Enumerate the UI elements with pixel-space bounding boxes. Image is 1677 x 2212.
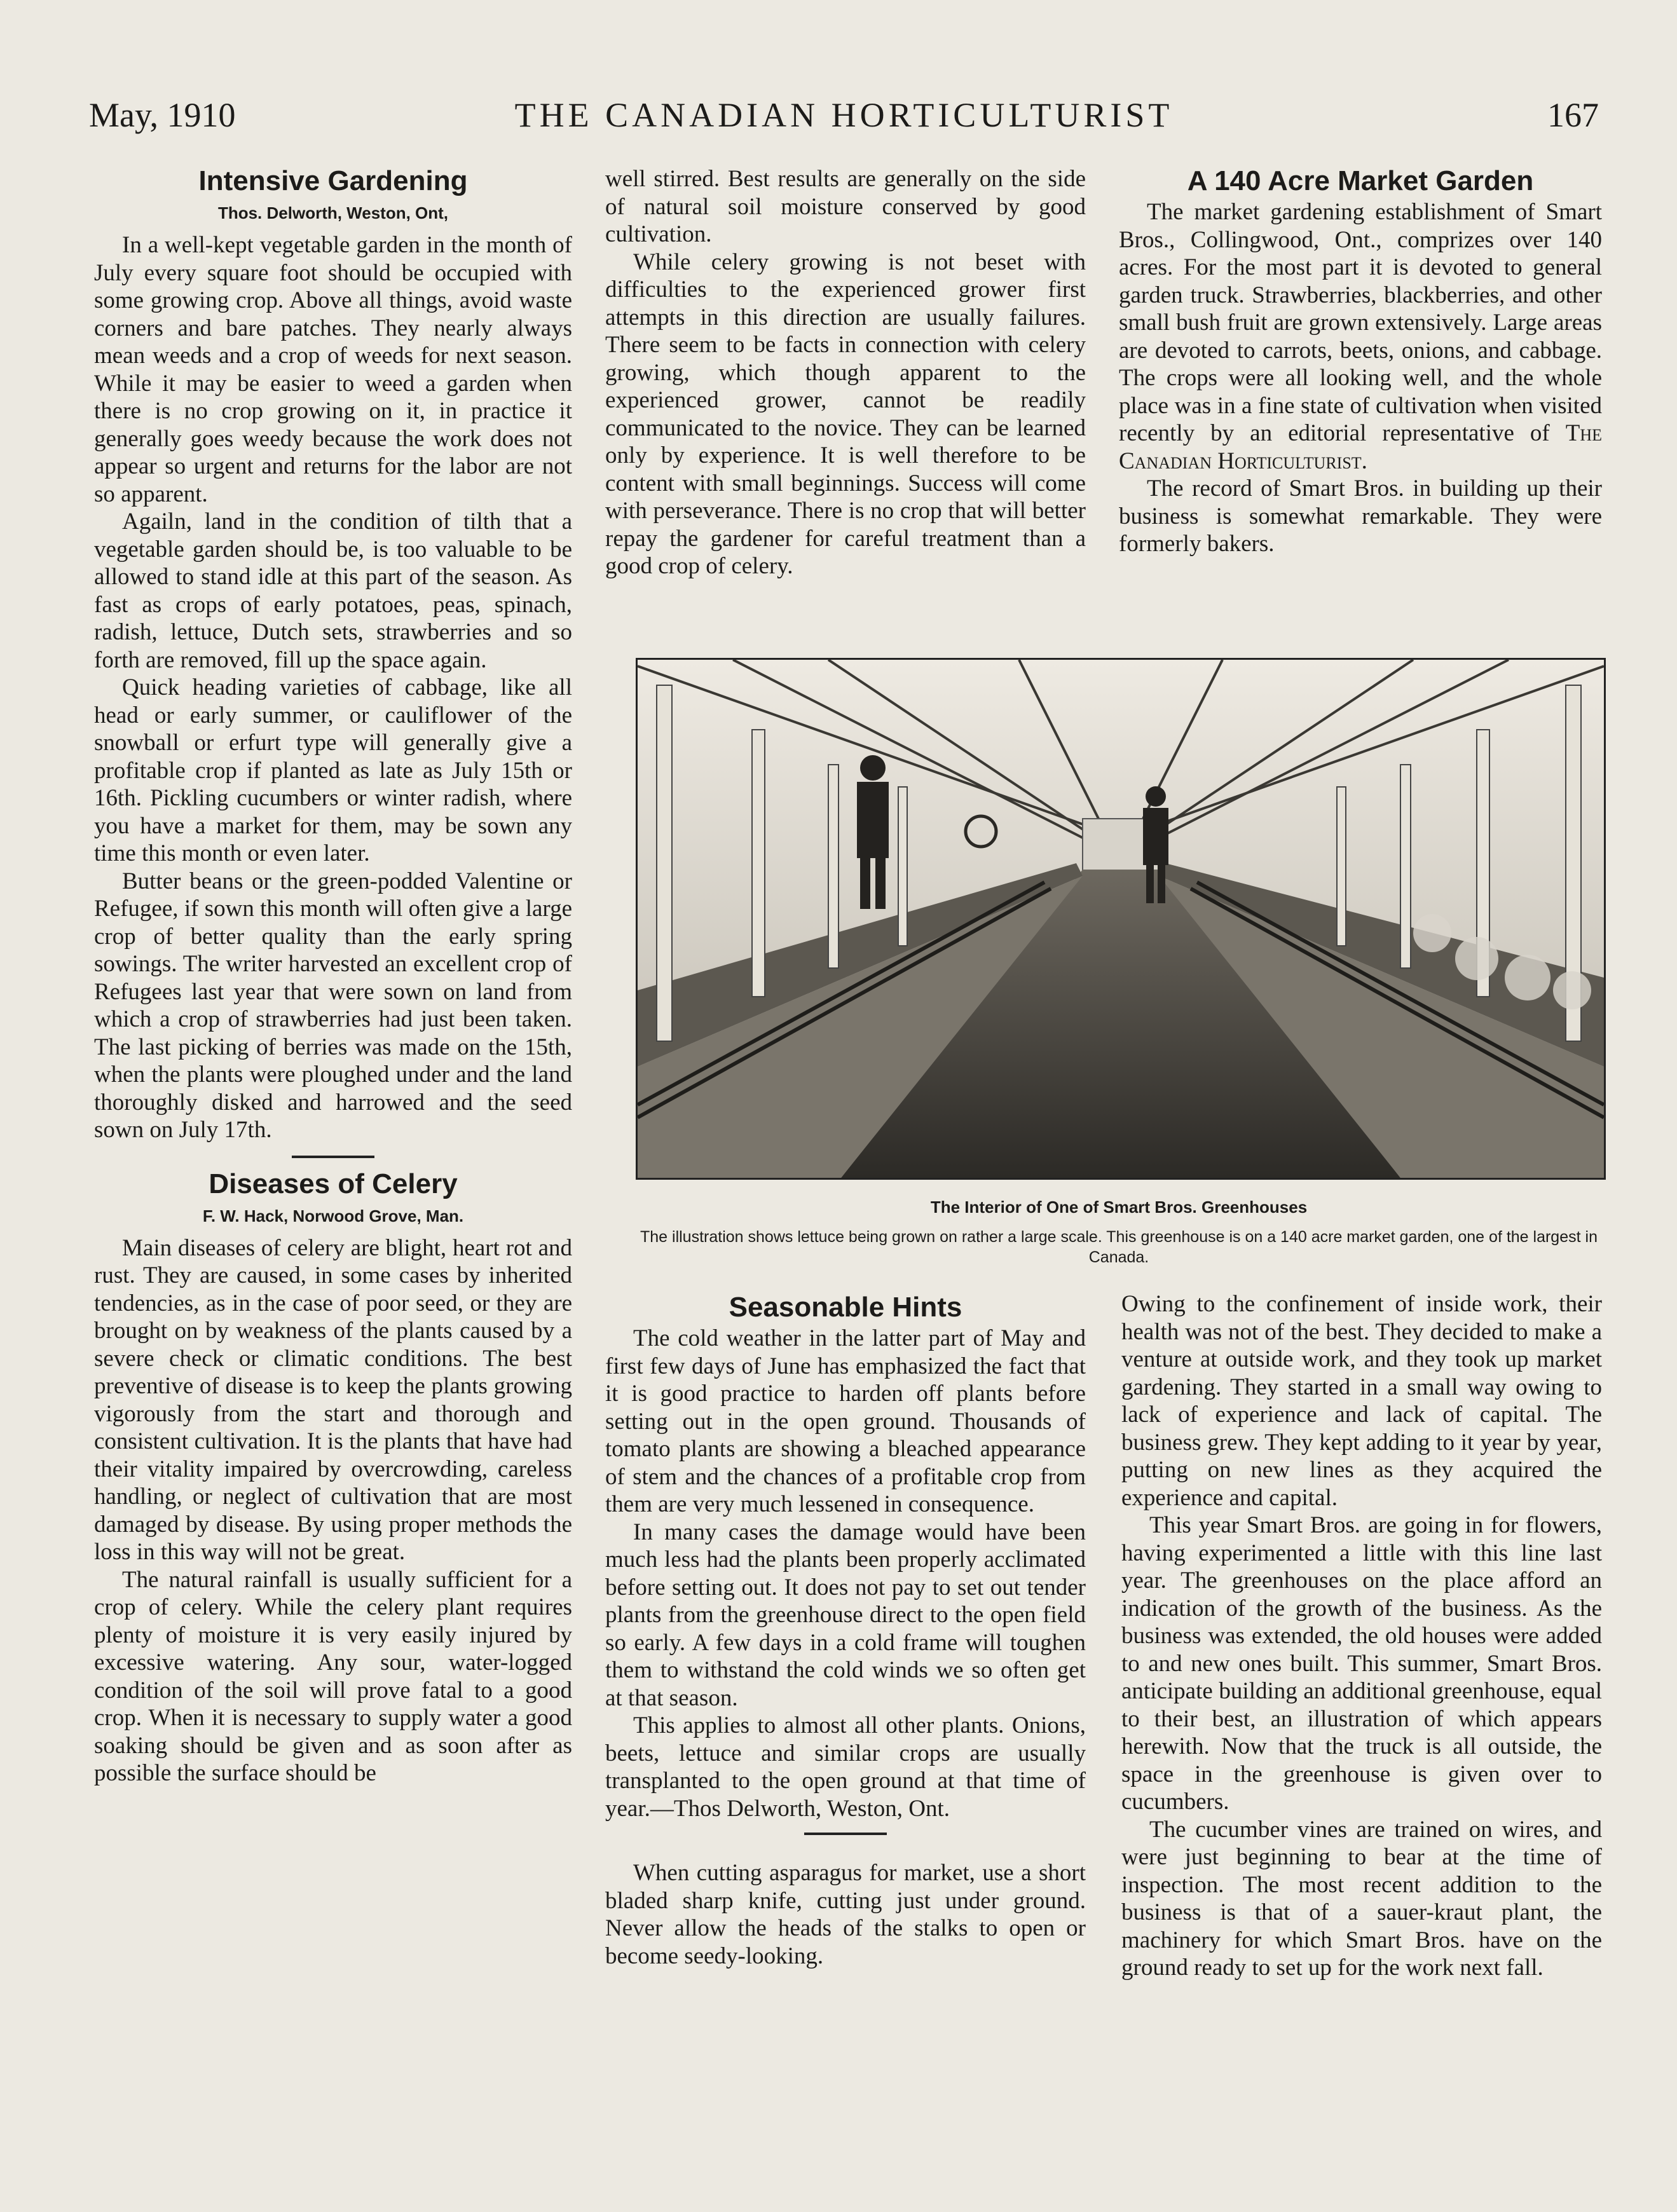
journal-title: THE CANADIAN HORTICULTURIST	[514, 96, 1174, 134]
paragraph: The cold weather in the latter part of May and first few days of June has emphasized the fact that it is good practice to harden off plants before setting out in the open ground. Thousands of tomato plants are showing a bleached appearance of stem and the chances of a profitable crop from them are very much lessened in consequence.	[605, 1325, 1086, 1517]
column-left	[94, 164, 572, 1787]
issue-date: May, 1910	[89, 96, 236, 134]
greenhouse-photo	[636, 658, 1606, 1180]
paragraph-text: The market gardening establishment of Smart Bros., Collingwood, Ont., comprizes over 140 acres. For the most part it is devoted to general garden truck. Strawberries, blackberries, and other small bush fruit are grown extensively. Large areas are devoted to carrots, beets, onions, and cabbage. The crops were all looking well, and the whole place was in a fine state of cultivation when visited recently by an editorial representative of	[1119, 199, 1602, 446]
article-title-diseases-of-celery: Diseases of Celery	[209, 1168, 458, 1199]
paragraph: In many cases the damage would have been much less had the plants been properly acclimated before setting out. It does not pay to set out tender plants from the greenhouse direct to the open field so early. A few days in a cold frame will toughen them to withstand the cold winds we so often get at that season.	[605, 1519, 1086, 1711]
paragraph: The record of Smart Bros. in building up their business is somewhat remarkable. They were formerly bakers.	[1119, 475, 1602, 557]
paragraph: Quick heading varieties of cabbage, like all head or early summer, or cauliflower of the snowball or erfurt type will generally give a profitable crop if planted as late as July 15th or 16th. Pickling cucumbers or winter radish, where you have a market for them, may be sown any time this month or even later.	[94, 674, 572, 866]
paragraph: The cucumber vines are trained on wires, and were just beginning to bear at the time of inspection. The most recent addition to the business is that of a sauer-kraut plant, the machinery for which Smart Bros. have on the ground ready to set up for the work next fall.	[1121, 1816, 1602, 1981]
running-head	[89, 95, 1599, 146]
page-number: 167	[1547, 96, 1599, 134]
byline-delworth: Thos. Delworth, Weston, Ont,	[217, 203, 449, 222]
magazine-name: The Canadian Horticulturist.	[1119, 420, 1603, 474]
column-right-top	[1119, 164, 1602, 558]
column-middle-top	[605, 165, 1086, 580]
paragraph: This year Smart Bros. are going in for flowers, having experimented a little with this line last year. The greenhouses on the place afford an indication of the growth of the business. As the business was extended, the old houses were added to and new ones built. This summer, Smart Bros. anticipate building an additional greenhouse, equal to their best, an illustration of which appears herewith. Now that the truck is all outside, the space in the greenhouse is given over to cucumbers.	[1121, 1512, 1602, 1815]
article-title-market-garden: A 140 Acre Market Garden	[1187, 165, 1534, 196]
paragraph: well stirred. Best results are generally on the side of natural soil moisture conserved by good cultivation.	[605, 166, 1086, 247]
byline-hack: F. W. Hack, Norwood Grove, Man.	[202, 1206, 464, 1225]
article-title-seasonable-hints: Seasonable Hints	[729, 1292, 962, 1323]
paragraph: Butter beans or the green-podded Valentine or Refugee, if sown this month will often give a large crop of better quality than the early spring sowings. The writer harvested an excellent crop of Refugees last year that were sown on land from which a crop of strawberries had just been taken. The last picking of berries was made on the 15th, when the plants were ploughed under and the land thoroughly disked and harrowed and the seed sown on July 17th.	[94, 868, 572, 1143]
paragraph: The natural rainfall is usually sufficient for a crop of celery. While the celery plant requires plenty of moisture it is very easily injured by excessive watering. Any sour, water-logged condition of the soil will prove fatal to a good crop. When it is necessary to supply water a good soaking should be given and as soon after as possible the surface should be	[94, 1566, 572, 1786]
figure-caption: The illustration shows lettuce being grown on rather a large scale. This greenhouse is on a 140 acre market garden, one of the largest in Canada.	[640, 1228, 1598, 1266]
greenhouse-illustration	[638, 660, 1604, 1178]
paragraph: Owing to the confinement of inside work, their health was not of the best. They decided to make a venture at outside work, and they took up market gardening. They started in a small way owing to lack of experience and lack of capital. The business grew. They kept adding to it year by year, putting on new lines as they acquired the experience and capital.	[1121, 1291, 1602, 1511]
paragraph	[1119, 198, 1602, 475]
column-right-bottom	[1121, 1290, 1602, 1982]
column-middle-bottom	[605, 1290, 1086, 1970]
paragraph: While celery growing is not beset with difficulties to the experienced grower first attempts in this direction are usually failures. There seem to be facts in connection with celery growing, which though apparent to the experienced grower, cannot be readily communicated to the novice. They can be learned only by experience. It is well therefore to be content with small beginnings. Success will come with perseverance. There is no crop that will better repay the gardener for careful treatment than a good crop of celery.	[605, 249, 1086, 579]
paragraph: Main diseases of celery are blight, heart rot and rust. They are caused, in some cases by inherited tendencies, as in the case of poor seed, or they are brought on by weakness of the plants caused by a severe check or climatic conditions. The best preventive of disease is to keep the plants growing vigorously from the start and thorough and consistent cultivation. It is the plants that have had their vitality impaired by overcrowding, careless handling, or neglect of cultivation that are most damaged by disease. By using proper methods the loss in this way will not be great.	[94, 1234, 572, 1565]
section-divider	[292, 1156, 374, 1158]
paragraph: When cutting asparagus for market, use a short bladed sharp knife, cutting just under ground. Never allow the heads of the stalks to open or become seedy-looking.	[605, 1860, 1086, 1969]
section-divider	[804, 1833, 887, 1835]
paragraph: In a well-kept vegetable garden in the month of July every square foot should be occupied with some growing crop. Above all things, avoid waste corners and bare patches. They nearly always mean weeds and a crop of weeds for next season. While it may be easier to weed a garden when there is no crop growing on it, in practice it generally goes weedy because the work does not appear so urgent and returns for the labor are not so apparent.	[94, 232, 572, 507]
paragraph: Agailn, land in the condition of tilth that a vegetable garden should be, is too valuable to be allowed to stand idle at this part of the season. As fast as crops of early potatoes, peas, spinach, radish, lettuce, Dutch sets, strawberries and so forth are removed, fill up the space again.	[94, 509, 572, 673]
paragraph: This applies to almost all other plants. Onions, beets, lettuce and similar crops are usually transplanted to the open ground at that time of year.—Thos Delworth, Weston, Ont.	[605, 1712, 1086, 1822]
article-title-intensive-gardening: Intensive Gardening	[198, 165, 468, 196]
figure-caption-title: The Interior of One of Smart Bros. Greenhouses	[930, 1198, 1308, 1217]
